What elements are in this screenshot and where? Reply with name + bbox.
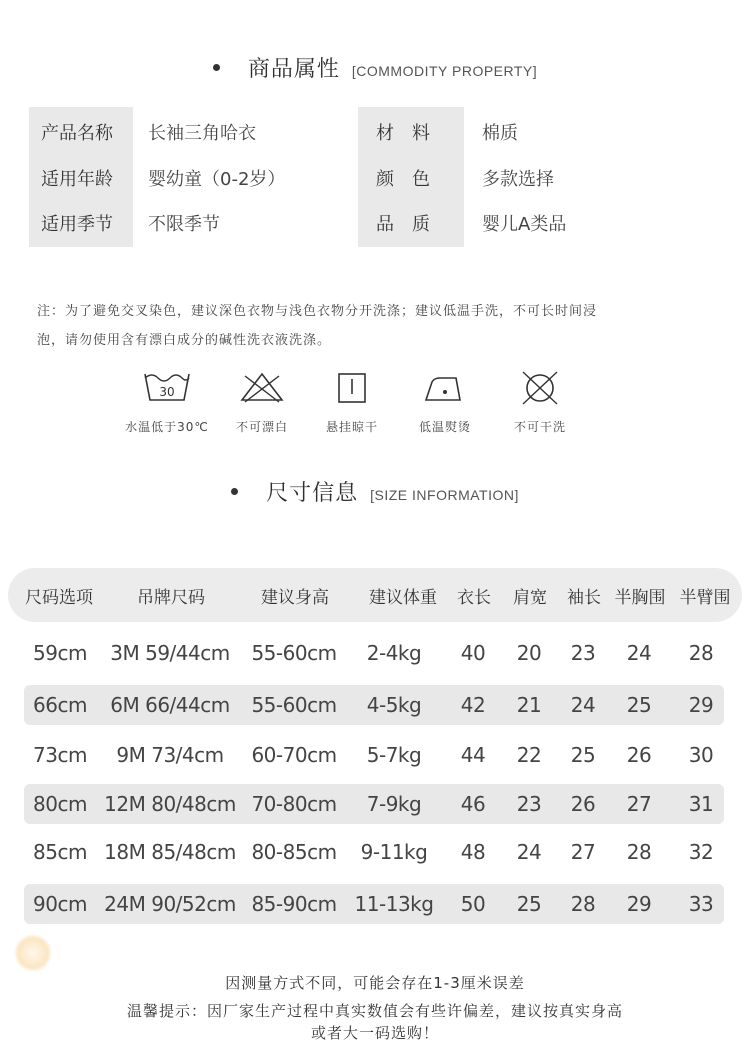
cell-weight: 11-13kg (354, 892, 434, 916)
footer-tip-line2: 或者大一码选购！ (310, 1024, 439, 1042)
cell-chest: 26 (626, 743, 652, 767)
header-cell: 建议身高 (261, 587, 329, 608)
header-cell: 半臂围 (679, 587, 731, 608)
cell-weight: 7-9kg (366, 792, 422, 816)
cell-tag: 6M 66/44cm (110, 693, 230, 717)
hang-dry-icon (327, 370, 377, 406)
cell-weight: 4-5kg (366, 693, 422, 717)
prop-label-color: 颜 色 (376, 169, 430, 190)
header-cell: 肩宽 (513, 587, 547, 608)
header-cell: 衣长 (457, 587, 491, 608)
cell-size: 85cm (33, 840, 87, 864)
size-title-en: [SIZE INFORMATION] (370, 487, 519, 503)
cell-tag: 18M 85/48cm (104, 840, 236, 864)
cell-sleeve: 25 (570, 743, 596, 767)
cell-size: 80cm (33, 792, 87, 816)
table-row (24, 735, 724, 775)
cell-shoulder: 22 (516, 743, 542, 767)
cell-length: 48 (460, 840, 486, 864)
cell-length: 42 (460, 693, 486, 717)
cell-weight: 2-4kg (366, 641, 422, 665)
bullet-dot (213, 64, 220, 71)
cell-weight: 5-7kg (366, 743, 422, 767)
cell-size: 73cm (33, 743, 87, 767)
commodity-title-en: [COMMODITY PROPERTY] (351, 63, 538, 79)
table-row (24, 832, 724, 872)
cell-height: 70-80cm (251, 792, 337, 816)
cell-chest: 29 (626, 892, 652, 916)
cell-shoulder: 24 (516, 840, 542, 864)
cell-shoulder: 23 (516, 792, 542, 816)
cell-sleeve: 24 (570, 693, 596, 717)
header-cell: 袖长 (567, 587, 601, 608)
decorative-sun-icon (14, 934, 52, 972)
footer-measure-note: 因测量方式不同，可能会存在1-3厘米误差 (225, 974, 525, 992)
cell-chest: 28 (626, 840, 652, 864)
prop-label-season: 适用季节 (41, 214, 113, 235)
prop-value-color: 多款选择 (482, 169, 554, 190)
svg-text:30: 30 (159, 385, 175, 399)
care-label-bleach: 不可漂白 (235, 420, 288, 434)
cell-sleeve: 26 (570, 792, 596, 816)
cell-sleeve: 27 (570, 840, 596, 864)
cell-size: 66cm (33, 693, 87, 717)
cell-chest: 27 (626, 792, 652, 816)
cell-height: 60-70cm (251, 743, 337, 767)
wash-30-icon (142, 370, 192, 406)
cell-size: 59cm (33, 641, 87, 665)
header-cell: 吊牌尺码 (137, 587, 205, 608)
cell-size: 90cm (33, 892, 87, 916)
cell-height: 55-60cm (251, 693, 337, 717)
bullet-dot (231, 488, 238, 495)
wash-note-line1: 注：为了避免交叉染色，建议深色衣物与浅色衣物分开洗涤；建议低温手洗，不可长时间浸 (37, 304, 598, 319)
header-cell: 尺码选项 (25, 587, 93, 608)
table-row (24, 884, 724, 924)
care-label-iron: 低温熨烫 (418, 420, 471, 434)
prop-value-age: 婴幼童（0-2岁） (148, 169, 286, 190)
cell-height: 80-85cm (251, 840, 337, 864)
prop-value-season: 不限季节 (148, 214, 220, 235)
table-row (24, 685, 724, 725)
no-bleach-icon (237, 370, 287, 406)
cell-arm: 33 (688, 892, 714, 916)
cell-length: 46 (460, 792, 486, 816)
cell-tag: 12M 80/48cm (104, 792, 236, 816)
cell-sleeve: 23 (570, 641, 596, 665)
prop-label-quality: 品 质 (376, 214, 430, 235)
cell-shoulder: 25 (516, 892, 542, 916)
cell-height: 55-60cm (251, 641, 337, 665)
prop-label-name: 产品名称 (41, 123, 113, 144)
cell-shoulder: 21 (516, 693, 542, 717)
prop-value-name: 长袖三角哈衣 (148, 123, 256, 144)
cell-tag: 9M 73/4cm (116, 743, 224, 767)
header-cell: 建议体重 (369, 587, 437, 608)
cell-chest: 24 (626, 641, 652, 665)
header-cell: 半胸围 (614, 587, 666, 608)
care-wash-30 (112, 370, 222, 435)
size-section-title (0, 476, 750, 507)
prop-value-quality: 婴儿A类品 (482, 214, 567, 235)
table-row (24, 784, 724, 824)
cell-arm: 30 (688, 743, 714, 767)
wash-note-line2: 泡，请勿使用含有漂白成分的碱性洗衣液洗涤。 (37, 333, 332, 348)
prop-label-age: 适用年龄 (41, 169, 113, 190)
footer-tip-line1: 温馨提示：因厂家生产过程中真实数值会有些许偏差，建议按真实身高 (126, 1002, 623, 1020)
cell-sleeve: 28 (570, 892, 596, 916)
commodity-title-cn: 商品属性 (247, 57, 340, 82)
cell-tag: 3M 59/44cm (110, 641, 230, 665)
cell-length: 50 (460, 892, 486, 916)
cell-tag: 24M 90/52cm (104, 892, 236, 916)
size-table-header (8, 568, 742, 622)
prop-label-material: 材 料 (376, 123, 430, 144)
care-label-hang: 悬挂晾干 (325, 420, 378, 434)
care-low-iron (390, 370, 500, 435)
cell-arm: 31 (688, 792, 714, 816)
cell-length: 44 (460, 743, 486, 767)
care-label-wash: 水温低于30℃ (125, 420, 209, 434)
care-no-dry-clean (485, 370, 595, 435)
cell-length: 40 (460, 641, 486, 665)
low-iron-icon (420, 370, 470, 406)
no-dry-clean-icon (515, 370, 565, 406)
cell-arm: 32 (688, 840, 714, 864)
commodity-section-title (0, 52, 750, 83)
cell-arm: 28 (688, 641, 714, 665)
cell-arm: 29 (688, 693, 714, 717)
wash-note (37, 297, 717, 355)
care-label-dry-clean: 不可干洗 (513, 420, 566, 434)
size-title-cn: 尺寸信息 (266, 481, 359, 506)
cell-height: 85-90cm (251, 892, 337, 916)
cell-shoulder: 20 (516, 641, 542, 665)
prop-value-material: 棉质 (482, 123, 518, 144)
cell-weight: 9-11kg (360, 840, 428, 864)
cell-chest: 25 (626, 693, 652, 717)
table-row (24, 633, 724, 673)
